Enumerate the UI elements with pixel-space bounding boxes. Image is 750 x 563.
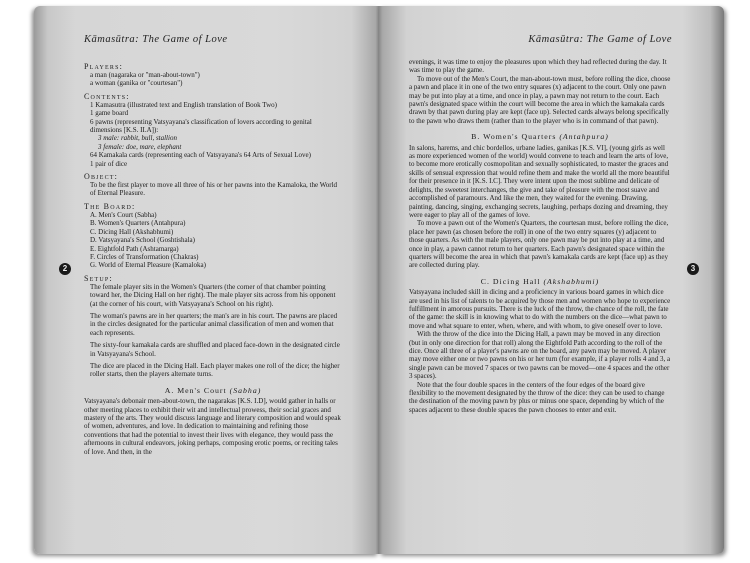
object-heading: Object: [84, 172, 119, 182]
contents-heading: Contents: [84, 91, 130, 101]
board-item: B. Women's Quarters (Antahpura) [90, 219, 186, 228]
section-c-title: C. Dicing Hall [480, 276, 541, 286]
running-head-left: Kāmasūtra: The Game of Love [84, 34, 228, 45]
setup-paragraph: The sixty-four kamakala cards are shuffled and placed face-down in the designated circle in Vatsyayana's School. [90, 341, 340, 358]
setup-paragraph: The dice are placed in the Dicing Hall. Each player makes one roll of the dice; the higher roller starts, then the players alternate turns. [90, 361, 340, 379]
board-item: G. World of Eternal Pleasure (Kamaloka) [90, 261, 206, 270]
section-b-subtitle: (Antahpura) [559, 132, 609, 142]
section-a-title: A. Men's Court [164, 385, 227, 395]
section-c-subtitle: (Akshabhumi) [543, 276, 600, 286]
left-page-text [84, 58, 342, 456]
players-heading: Players: [84, 62, 124, 71]
board-item: E. Eightfold Path (Ashtamarga) [90, 244, 179, 253]
section-b-title: B. Women's Quarters [471, 132, 557, 142]
players-line: a woman (ganika or "courtesan") [90, 79, 183, 88]
paragraph: evenings, it was time to enjoy the pleasures upon which they had reflected during the day. It was time to play the game. [409, 58, 667, 75]
section-b-heading [409, 133, 671, 141]
paragraph: Vatsyayana included skill in dicing and a proficiency in various board games in which dice are used in his list of talents to be acquired by those men and women who hope to experience fulfillment in amorous pursuits. There is the luck of the throw, the chance of the roll, the fate of the game: the skill is in knowing what to do with the numbers on the dice—what pawn to move and what square to enter, when, where, and with whom, to give oneself over to love. [409, 288, 671, 330]
page-number-left: 2 [59, 263, 71, 275]
left-page [34, 6, 379, 554]
section-a-text: Vatsyayana's debonair men-about-town, the nagarakas [K.S. I.D], would gather in halls or other meeting places to exhibit their wit and intellectual prowess, their social graces and mastery of the arts. They would discuss language and literary composition and would speak of women, adventures, and love. In dedication to maintaining and refining those conventions that had the potential to invest their lives with elegance, they would pass the afternoons in cultural endeavors, joking perhaps, composing erotic poems, or reciting tales of love. And then, in the [84, 397, 341, 456]
contents-line: 6 pawns (representing Vatsyayana's classification of lovers according to genital dimensions [K.S. II.A]): [90, 117, 312, 135]
right-page-text [409, 58, 671, 414]
contents-line: 3 female: doe, mare, elephant [98, 142, 182, 151]
board-item: F. Circles of Transformation (Chakras) [90, 252, 199, 261]
board-item: D. Vatsyayana's School (Goshtishala) [90, 236, 195, 245]
section-a-subtitle: (Sabha) [229, 385, 262, 395]
contents-line: 64 Kamakala cards (representing each of Vatsyayana's 64 Arts of Sexual Love) [90, 151, 311, 160]
running-head-right: Kāmasūtra: The Game of Love [528, 34, 672, 45]
paragraph: Note that the four double spaces in the centers of the four edges of the board give flexibility to the movement designated by the throw of the dice: they can be used to change the destination of the moving pawn by plus or minus one space, depending by which of the spaces adjacent to these double spaces the pawn chooses to enter and exit. [409, 380, 665, 414]
page-number-right: 3 [687, 263, 699, 275]
paragraph: To move out of the Men's Court, the man-about-town must, before rolling the dice, choose a pawn and place it in one of the two entry squares (x) adjacent to the court. Only one pawn may be put into play at a time, and once in play, a pawn may not return to the court. Each pawn's designated space within the court will become the area in which the kamakala cards drawn by that pawn during play are kept (face up). Selected cards always belong specifically to the pawn who draws them (rather than to the player who is in command of that pawn). [409, 74, 671, 125]
contents-line: 1 Kamasutra (illustrated text and English translation of Book Two) [90, 100, 277, 109]
paragraph: In salons, harems, and chic bordellos, urbane ladies, ganikas [K.S. VI], (young girls as well as more experienced women of the world) would convene to teach and learn the arts of love, to become more erotically cosmopolitan and sexually sophisticated, to master the graces and skills of sensual expression that would refine them and make the world all the more beautiful for their presence in it [K.S. I.C]. They were intent upon the most sublime and delicate of delights, the sweetest interchanges, the give and take of pleasure with the most suave and accomplished of paramours. And like the men, they waited for the evening. Drawing, painting, dancing, singing, exchanging secrets, laughing, perhaps dozing and dreaming, they were eager to play all of the games of love. [409, 143, 670, 219]
board-item: C. Dicing Hall (Akshabhumi) [90, 227, 174, 236]
section-a-heading [84, 387, 342, 395]
contents-line: 1 game board [90, 109, 129, 118]
setup-paragraph: The female player sits in the Women's Quarters (the corner of that chamber pointing toward her, the Dicing Hall on her right). The male player sits across from his opponent (at the corner of his court, with Vatsyayana's School on his right). [90, 282, 336, 308]
object-text: To be the first player to move all three of his or her pawns into the Kamaloka, the World of Eternal Pleasure. [90, 181, 338, 198]
contents-line: 1 pair of dice [90, 159, 128, 168]
contents-line: 3 male: rabbit, bull, stallion [98, 134, 177, 143]
paragraph: With the throw of the dice into the Dicing Hall, a pawn may be moved in any direction (but in only one direction for that roll) along the Eightfold Path according to the roll of the dice. Once all three of a player's pawns are on the board, any pawn may be moved. A player may move either one or two pawns on his or her turn (for example, if a player rolls 4 and 3, a single pawn can be moved 7 spaces or two pawns can be moved—one 4 spaces and the other 3 spaces). [409, 330, 671, 381]
setup-heading: Setup: [84, 273, 113, 283]
section-c-heading [409, 278, 671, 286]
paragraph: To move a pawn out of the Women's Quarters, the courtesan must, before rolling the dice, place her pawn (as chosen before the roll) in one of the two entry squares (y) adjacent to those quarters. As with the male players, only one pawn may be put into play at a time, and once in play, a pawn cannot return to her quarters. Each pawn's designated space within the quarters will become the area in which that pawn's kamakala cards are kept (face up) as they are collected during play. [409, 219, 669, 270]
setup-paragraph: The woman's pawns are in her quarters; the man's are in his court. The pawns are placed in the circles designated for the particular animal classification of men and women that each represents. [90, 311, 338, 337]
open-book [34, 6, 724, 554]
board-heading: The Board: [84, 201, 136, 211]
board-item: A. Men's Court (Sabha) [90, 210, 157, 219]
right-page [379, 6, 724, 554]
players-line: a man (nagaraka or "man-about-town") [90, 71, 200, 79]
